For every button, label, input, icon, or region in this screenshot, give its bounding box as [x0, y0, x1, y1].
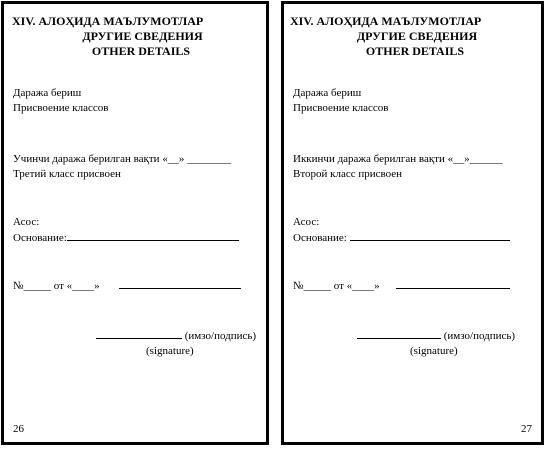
signature-label: (имзо/подпись)	[184, 330, 257, 342]
heading-line-en: OTHER DETAILS	[91, 44, 191, 58]
heading-line-uz: XIV. АЛОҲИДА МАЪЛУМОТЛАР	[290, 14, 482, 28]
order-blank-line	[396, 278, 510, 289]
grant-label-ru: Третий класс присвоен	[13, 168, 121, 180]
heading-line-uz: XIV. АЛОҲИДА МАЪЛУМОТЛАР	[12, 14, 204, 28]
class-label-uz: Даража бериш	[13, 87, 82, 99]
basis-field	[293, 230, 510, 245]
basis-label-uz: Асос:	[293, 216, 320, 228]
grant-label-ru: Второй класс присвоен	[293, 168, 403, 180]
right-page	[281, 1, 544, 445]
page-number: 26	[13, 423, 24, 435]
left-page	[1, 1, 269, 445]
heading-line-ru: ДРУГИЕ СВЕДЕНИЯ	[82, 29, 203, 43]
grant-date-label: Иккинчи даража берилган вақти «__»______	[293, 153, 503, 165]
section-heading	[4, 14, 266, 59]
class-label-ru: Присвоение классов	[13, 102, 109, 114]
page-number: 27	[521, 423, 532, 435]
order-number-line	[13, 278, 241, 293]
heading-line-ru: ДРУГИЕ СВЕДЕНИЯ	[356, 29, 478, 43]
signature-blank-line	[96, 328, 182, 339]
section-heading	[284, 14, 541, 59]
heading-line-en: OTHER DETAILS	[365, 44, 465, 58]
signature-field	[96, 328, 256, 343]
basis-field	[13, 230, 239, 245]
basis-blank-line	[67, 230, 239, 241]
signature-label: (имзо/подпись)	[443, 330, 516, 342]
basis-blank-line	[350, 230, 510, 241]
basis-label-uz: Асос:	[13, 216, 40, 228]
signature-caption: (signature)	[410, 345, 458, 357]
signature-caption: (signature)	[146, 345, 194, 357]
order-blank-line	[119, 278, 241, 289]
signature-blank-line	[357, 328, 441, 339]
class-label-ru: Присвоение классов	[293, 102, 389, 114]
order-number-line	[293, 278, 510, 293]
order-number-label: №_____ от «____»	[293, 280, 380, 292]
signature-field	[357, 328, 515, 343]
order-number-label: №_____ от «____»	[13, 280, 100, 292]
basis-label-ru: Основание:	[293, 232, 350, 244]
class-label-uz: Даража бериш	[293, 87, 362, 99]
basis-label-ru: Основание:	[13, 232, 67, 244]
grant-date-label: Учинчи даража берилган вақти «__» ________	[13, 153, 232, 165]
